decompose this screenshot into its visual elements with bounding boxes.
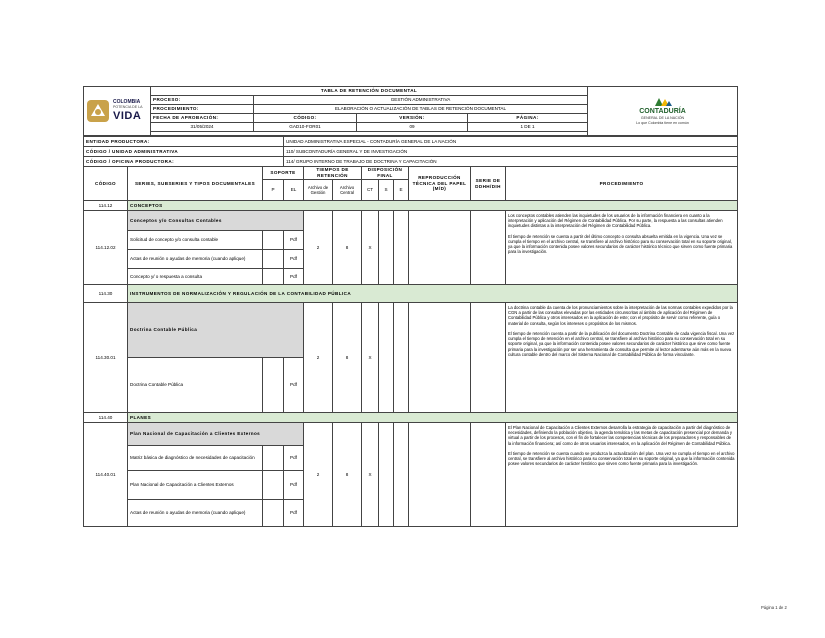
logo-right-line3: Lo que Colombia tiene en común (636, 120, 689, 125)
archivo-central-value: 8 (333, 423, 362, 527)
serie-code: 114.40 (84, 413, 128, 423)
soporte-el: Pdf (284, 358, 304, 413)
proceso-label: PROCESO: (151, 96, 254, 105)
serie-code: 114.12 (84, 201, 128, 211)
col-disposicion: DISPOSICIÓN FINAL (362, 167, 409, 180)
tipo-documental: Actas de reunión o ayudas de memoria (cuando aplique) (128, 500, 263, 527)
ct-mark: X (362, 211, 379, 285)
col-p: P (263, 180, 284, 201)
subserie-row (84, 423, 738, 446)
col-el: EL (284, 180, 304, 201)
logo-left-line3: VIDA (113, 110, 142, 122)
logo-left (84, 87, 151, 136)
serie-row (84, 201, 738, 211)
logo-left-line2: POTENCIA DE LA (113, 105, 143, 109)
version-label: VERSIÓN: (357, 114, 468, 123)
archivo-central-value: 8 (333, 211, 362, 285)
entidad-value: UNIDAD ADMINISTRATIVA ESPECIAL - CONTADURÍA GENERAL DE LA NACIÓN (284, 137, 738, 147)
col-s: S (379, 180, 394, 201)
subserie-row (84, 303, 738, 358)
codigo-value: GAD10-FOR01 (254, 123, 357, 132)
archivo-gestion-value: 2 (304, 211, 333, 285)
contaduria-logo-icon (653, 97, 673, 107)
fecha-label: FECHA DE APROBACIÓN: (151, 114, 254, 123)
procedimiento-text: La doctrina contable da cuenta de los pronunciamientos sobre la interpretación de las normas contables expedidos por la CGN a partir de las consultas elevadas por las entidades circunscritas al ámbito de aplicación del Régimen de Contabilidad Pública y otros interesados en la aplicación de este; con el propósito de servir como referente, guía o material de consulta, según los intereses o propósitos de los mismos. El tiempo de retención cuenta a partir de la publicación del documento Doctrina Contable de cada vigencia fiscal. Una vez cumpla el tiempo de retención en el archivo central, se transfiere al archivo histórico para su conservación total en su soporte original, ya que la información contenida posee valores secundarios de carácter histórico que sirve como fuente primaria para la investigación por ser una herramienta de consulta que permite al lector adentrarse aún más en la nueva cultura contable dentro del marco del Sistema Nacional de Contabilidad Pública de forma vinculante. (506, 303, 738, 413)
subserie-name: Conceptos y/o Consultas Contables (128, 211, 304, 231)
doc-title: TABLA DE RETENCIÓN DOCUMENTAL (151, 87, 588, 96)
serie-row (84, 285, 738, 303)
col-series: SERIES, SUBSERIES Y TIPOS DOCUMENTALES (128, 167, 263, 201)
pagina-value: 1 DE 1 (468, 123, 588, 132)
procedimiento-text: El Plan Nacional de Capacitación a Clientes Externos desarrolla la estrategia de capacitación a partir del diagnóstico de necesidades, definiendo la población objetivo, la agenda temática y las metas de capacitación presencial por demanda y virtual a partir de los procesos, con el fin de fortalecer las competencias técnicas de los preparadores y responsables de la información financiera; así como de otros usuarios interesados, en la aplicación del Régimen de Contabilidad Pública. El tiempo de retención se cuenta cuando se produzca la actualización del plan. Una vez se cumpla el tiempo en el archivo central, se transfiere al archivo histórico para su conservación total en su soporte original, ya que la información contenida posee valores secundarios de carácter histórico que sirven como fuente primaria para la investigación. (506, 423, 738, 527)
oficina-label: CÓDIGO / OFICINA PRODUCTORA: (84, 157, 284, 167)
soporte-el: Pdf (284, 446, 304, 471)
header-table (83, 86, 738, 136)
unidad-label: CÓDIGO / UNIDAD ADMINISTRATIVA (84, 147, 284, 157)
logo-left-line1: COLOMBIA (113, 99, 141, 105)
col-archivo-central: Archivo Central (333, 180, 362, 201)
page-number: Página 1 de 2 (761, 605, 787, 610)
col-e: E (394, 180, 409, 201)
oficina-value: 114/ GRUPO INTERNO DE TRABAJO DE DOCTRINA Y CAPACITACIÓN (284, 157, 738, 167)
procedimiento-value: ELABORACIÓN O ACTUALIZACIÓN DE TABLAS DE RETENCIÓN DOCUMENTAL (254, 105, 588, 114)
colombia-seal-icon (86, 99, 110, 123)
soporte-el: Pdf (284, 500, 304, 527)
procedimiento-text: Los conceptos contables atienden las inquietudes de los usuarios de la información financiera en cuanto a la interpretación y aplicación del Régimen de Contabilidad Pública. Por su parte, la respuesta a las consultas atienden inquietudes distintas a la interpretación del Régimen de Contabilidad Pública. El tiempo de retención se cuenta a partir del último concepto o consulta absuelta emitida en la vigencia. Una vez se cumpla el tiempo en el archivo central, se transfiere al archivo histórico para su conservación total en su soporte original, ya que la información contenida posee valores secundarios de carácter histórico técnico que sirven como fuente primaria para la investigación. (506, 211, 738, 285)
col-codigo: CÓDIGO (84, 167, 128, 201)
archivo-gestion-value: 2 (304, 303, 333, 413)
tipo-documental: Solicitud de concepto y/o consulta contable (128, 231, 263, 250)
subserie-row (84, 211, 738, 231)
tipo-documental: Matriz básica de diagnóstico de necesidades de capacitación (128, 446, 263, 471)
archivo-central-value: 8 (333, 303, 362, 413)
version-value: 09 (357, 123, 468, 132)
entidad-label: ENTIDAD PRODUCTORA: (84, 137, 284, 147)
soporte-el: Pdf (284, 231, 304, 250)
serie-name: INSTRUMENTOS DE NORMALIZACIÓN Y REGULACIÓN DE LA CONTABILIDAD PÚBLICA (128, 285, 738, 303)
serie-name: CONCEPTOS (128, 201, 738, 211)
col-archivo-gestion: Archivo de Gestión (304, 180, 333, 201)
soporte-el: Pdf (284, 250, 304, 269)
logo-right (588, 87, 738, 136)
proceso-value: GESTIÓN ADMINISTRATIVA (254, 96, 588, 105)
tipo-documental: Doctrina Contable Pública (128, 358, 263, 413)
entidad-row (84, 137, 738, 147)
serie-row (84, 413, 738, 423)
tipo-documental: Concepto y/ o respuesta a consulta (128, 269, 263, 285)
ct-mark: X (362, 423, 379, 527)
logo-right-line1: CONTADURÍA (639, 108, 686, 116)
soporte-el: Pdf (284, 471, 304, 500)
column-header-row-1 (84, 167, 738, 180)
logo-right-line2: GENERAL DE LA NACIÓN (640, 116, 685, 121)
col-reproduccion: REPRODUCCIÓN TÉCNICA DEL PAPEL (M/D) (409, 167, 471, 201)
subserie-code: 114.30.01 (84, 303, 128, 413)
col-tiempos: TIEMPOS DE RETENCIÓN (304, 167, 362, 180)
subserie-code: 114.40.01 (84, 423, 128, 527)
codigo-label: CÓDIGO: (254, 114, 357, 123)
col-serie-ddhh: SERIE DE DDHH/DIH (471, 167, 506, 201)
retention-table (83, 136, 738, 527)
subserie-code: 114.12.02 (84, 211, 128, 285)
col-procedimiento: PROCEDIMIENTO (506, 167, 738, 201)
archivo-gestion-value: 2 (304, 423, 333, 527)
ct-mark: X (362, 303, 379, 413)
col-ct: CT (362, 180, 379, 201)
serie-code: 114.30 (84, 285, 128, 303)
subserie-name: Doctrina Contable Pública (128, 303, 304, 358)
fecha-value: 31/05/2024 (151, 123, 254, 132)
unidad-row (84, 147, 738, 157)
tipo-documental: Plan Nacional de Capacitación a Clientes Externos (128, 471, 263, 500)
unidad-value: 110/ SUBCONTADURÍA GENERAL Y DE INVESTIGACIÓN (284, 147, 738, 157)
subserie-name: Plan Nacional de Capacitación a Clientes Externos (128, 423, 304, 446)
procedimiento-label: PROCEDIMIENTO: (151, 105, 254, 114)
soporte-el: Pdf (284, 269, 304, 285)
oficina-row (84, 157, 738, 167)
tipo-documental: Actas de reunión o ayudas de memoria (cuando aplique) (128, 250, 263, 269)
col-soporte: SOPORTE (263, 167, 304, 180)
serie-name: PLANES (128, 413, 738, 423)
pagina-label: PÁGINA: (468, 114, 588, 123)
